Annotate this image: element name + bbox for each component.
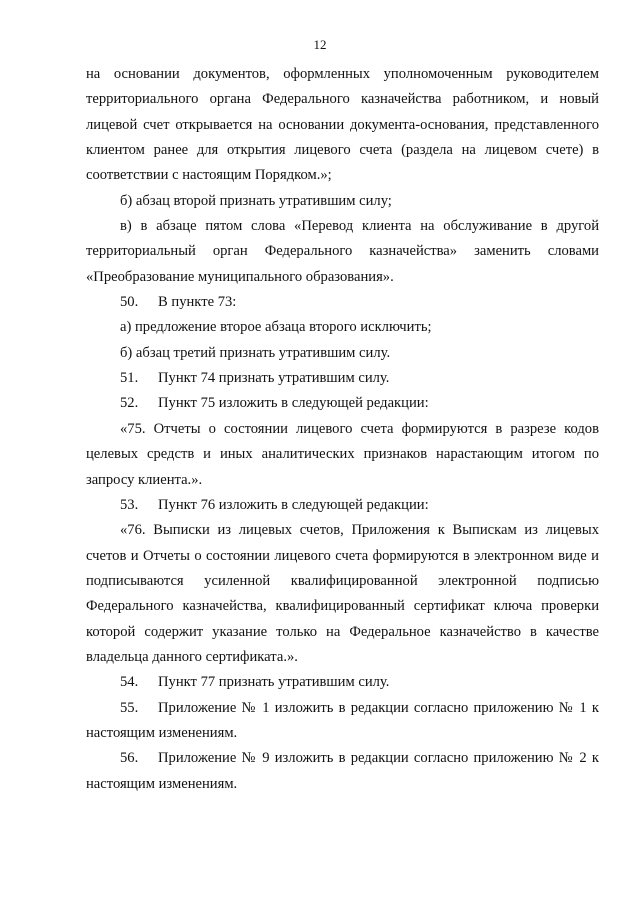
item-number: 53.	[120, 496, 139, 513]
paragraph-item-55	[86, 696, 599, 747]
paragraph-subitem-v	[86, 214, 599, 290]
paragraph-item-53	[86, 493, 599, 518]
item-number: 51.	[120, 370, 139, 387]
item-number: 56.	[120, 750, 139, 767]
paragraph-continuation	[86, 62, 599, 189]
item-number: 54.	[120, 674, 139, 691]
paragraph-text: В пункте 73:	[158, 294, 237, 311]
paragraph-text: а) предложение второе абзаца второго исключить;	[120, 319, 432, 336]
document-body	[86, 62, 599, 797]
item-number: 52.	[120, 395, 139, 412]
paragraph-item-56	[86, 746, 599, 797]
paragraph-text: б) абзац третий признать утратившим силу.	[120, 344, 391, 361]
item-number: 50.	[120, 294, 139, 311]
paragraph-text: в) в абзаце пятом слова «Перевод клиента на обслуживание в другой территориальный орган Федерального казначейства» заменить словами «Преобразование муниципального образования».	[86, 218, 599, 285]
paragraph-item-52	[86, 391, 599, 416]
paragraph-text: на основании документов, оформленных уполномоченным руководителем территориального органа Федерального казначейства работником, и новый лицевой счет открывается на основании документа-основания, представленного клиентом ранее для открытия лицевого счета (раздела на лицевом счете) в соответствии с настоящим Порядком.»;	[86, 66, 599, 184]
paragraph-subitem-b	[86, 189, 599, 214]
paragraph-text: «76. Выписки из лицевых счетов, Приложения к Выпискам из лицевых счетов и Отчеты о состоянии лицевого счета формируются в электронном виде и подписываются усиленной квалифицированной электронной подписью Федерального казначейства, квалифицированный сертификат ключа проверки которой содержит указание только на Федеральное казначейство в качестве владельца данного сертификата.».	[86, 522, 599, 665]
paragraph-text: Пункт 77 признать утратившим силу.	[158, 674, 390, 691]
item-number: 55.	[120, 699, 139, 716]
paragraph-item-50	[86, 290, 599, 315]
paragraph-item-51	[86, 366, 599, 391]
paragraph-text: Пункт 76 изложить в следующей редакции:	[158, 496, 429, 513]
paragraph-text: Пункт 74 признать утратившим силу.	[158, 370, 390, 387]
paragraph-text: б) абзац второй признать утратившим силу;	[120, 192, 392, 209]
paragraph-subitem-b2	[86, 341, 599, 366]
paragraph-text: Приложение № 1 изложить в редакции согласно приложению № 1 к настоящим изменениям.	[86, 699, 599, 741]
paragraph-quote-75	[86, 417, 599, 493]
paragraph-text: Пункт 75 изложить в следующей редакции:	[158, 395, 429, 412]
paragraph-quote-76	[86, 518, 599, 670]
paragraph-item-54	[86, 670, 599, 695]
page-number: 12	[313, 37, 327, 52]
paragraph-text: Приложение № 9 изложить в редакции согласно приложению № 2 к настоящим изменениям.	[86, 750, 599, 792]
paragraph-text: «75. Отчеты о состоянии лицевого счета формируются в разрезе кодов целевых средств и иных аналитических признаков нарастающим итогом по запросу клиента.».	[86, 420, 599, 488]
paragraph-subitem-a	[86, 315, 599, 340]
